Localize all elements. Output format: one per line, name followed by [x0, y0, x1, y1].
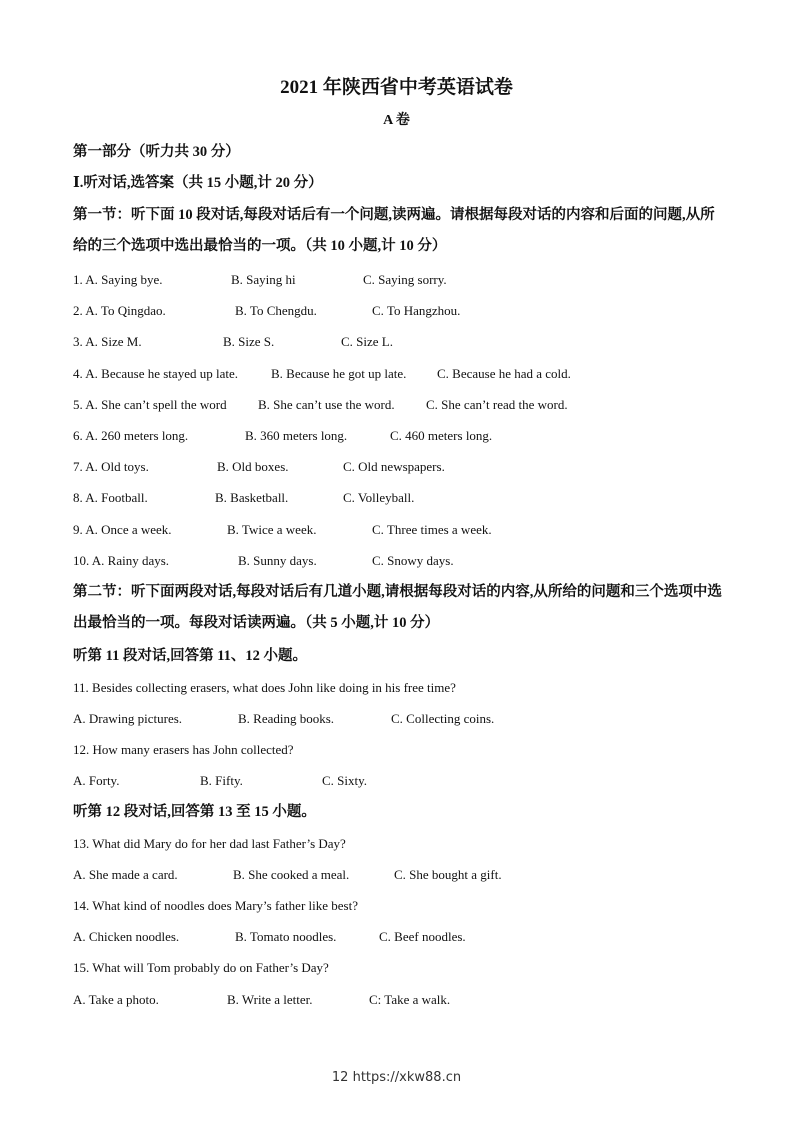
option-a: A. Forty.	[73, 773, 120, 789]
option-c: C. She bought a gift.	[394, 866, 502, 882]
option-c: C. Three times a week.	[372, 521, 492, 537]
option-c: C. Snowy days.	[372, 552, 454, 568]
option-a: 4. A. Because he stayed up late.	[73, 365, 238, 381]
question-text: 12. How many erasers has John collected?	[73, 742, 294, 758]
question-12-text	[73, 734, 723, 765]
question-11-options	[73, 703, 723, 734]
option-a: 6. A. 260 meters long.	[73, 427, 189, 443]
option-c: C. Size L.	[341, 334, 393, 350]
option-a: 2. A. To Qingdao.	[73, 303, 166, 319]
question-10-options	[73, 545, 723, 576]
page-title: 2021 年陕西省中考英语试卷	[280, 77, 513, 98]
option-b: B. Tomato noodles.	[235, 929, 337, 945]
option-c: C. Old newspapers.	[343, 459, 445, 475]
option-c: C. To Hangzhou.	[372, 303, 461, 319]
question-13-options	[73, 859, 723, 890]
part1-heading: 第一部分（听力共 30 分）	[73, 144, 240, 160]
question-15-text	[73, 952, 723, 983]
option-b: B. Size S.	[223, 334, 275, 350]
option-b: B. Old boxes.	[217, 459, 289, 475]
option-c: C. Sixty.	[322, 773, 368, 789]
subsection2-instructions: 第二节：听下面两段对话,每段对话后有几道小题,请根据每段对话的内容,从所给的问题和三个选项中选出最恰当的一项。每段对话读两遍。（共 5 小题,计 10 分）	[73, 583, 722, 631]
question-1-options	[73, 264, 723, 295]
option-b: B. 360 meters long.	[245, 427, 348, 443]
option-a: 3. A. Size M.	[73, 334, 142, 350]
question-11-text	[73, 672, 723, 703]
question-5-options	[73, 389, 723, 420]
option-a: 5. A. She can’t spell the word	[73, 396, 227, 412]
option-b: B. She cooked a meal.	[233, 866, 350, 882]
option-b: B. Reading books.	[238, 711, 335, 727]
exam-content	[73, 137, 723, 1015]
option-b: B. To Chengdu.	[235, 303, 317, 319]
option-c: C. Collecting coins.	[391, 711, 495, 727]
option-a: 9. A. Once a week.	[73, 521, 172, 537]
option-b: B. She can’t use the word.	[258, 396, 395, 412]
question-14-options	[73, 921, 723, 952]
option-a: 10. A. Rainy days.	[73, 552, 170, 568]
option-a: A. Take a photo.	[73, 991, 159, 1007]
option-a: 1. A. Saying bye.	[73, 272, 163, 287]
option-a: 7. A. Old toys.	[73, 459, 149, 475]
option-b: B. Because he got up late.	[271, 365, 407, 381]
option-c: C. Saying sorry.	[363, 272, 447, 287]
question-15-options	[73, 984, 723, 1015]
subsection1-instructions: 第一节：听下面 10 段对话,每段对话后有一个问题,读两遍。请根据每段对话的内容和后面的问题,从所给的三个选项中选出最恰当的一项。（共 10 小题,计 10 分）	[73, 207, 715, 254]
option-c: C. She can’t read the word.	[426, 396, 568, 412]
volume-label: A 卷	[383, 113, 410, 128]
option-a: A. She made a card.	[73, 866, 178, 882]
question-6-options	[73, 420, 723, 451]
question-7-options	[73, 451, 723, 482]
option-b: B. Fifty.	[200, 773, 243, 789]
question-2-options	[73, 295, 723, 326]
question-text: 13. What did Mary do for her dad last Father’s Day?	[73, 835, 346, 851]
option-c: C. Beef noodles.	[379, 929, 466, 945]
option-c: C. Volleyball.	[343, 490, 415, 506]
option-c: C: Take a walk.	[369, 991, 451, 1007]
option-c: C. 460 meters long.	[390, 427, 493, 443]
question-3-options	[73, 326, 723, 357]
option-b: B. Basketball.	[215, 490, 289, 506]
option-b: B. Saying hi	[231, 272, 296, 287]
option-b: B. Write a letter.	[227, 991, 313, 1007]
question-12-options	[73, 765, 723, 796]
question-text: 11. Besides collecting erasers, what does John like doing in his free time?	[73, 679, 456, 695]
option-a: A. Drawing pictures.	[73, 711, 183, 727]
option-b: B. Twice a week.	[227, 521, 317, 537]
option-a: A. Chicken noodles.	[73, 929, 180, 945]
question-13-text	[73, 828, 723, 859]
dialogue-11-heading: 听第 11 段对话,回答第 11、12 小题。	[73, 647, 308, 664]
option-c: C. Because he had a cold.	[437, 365, 571, 381]
question-14-text	[73, 890, 723, 921]
question-text: 14. What kind of noodles does Mary’s father like best?	[73, 898, 358, 913]
question-9-options	[73, 514, 723, 545]
dialogue-12-heading: 听第 12 段对话,回答第 13 至 15 小题。	[73, 803, 316, 820]
question-8-options	[73, 482, 723, 513]
section1-heading: Ⅰ.听对话,选答案（共 15 小题,计 20 分）	[73, 175, 323, 191]
option-a: 8. A. Football.	[73, 490, 148, 506]
question-4-options	[73, 358, 723, 389]
question-text: 15. What will Tom probably do on Father’s Day?	[73, 960, 329, 976]
page-footer: 12 https://xkw88.cn	[331, 1070, 462, 1085]
option-b: B. Sunny days.	[238, 552, 317, 568]
